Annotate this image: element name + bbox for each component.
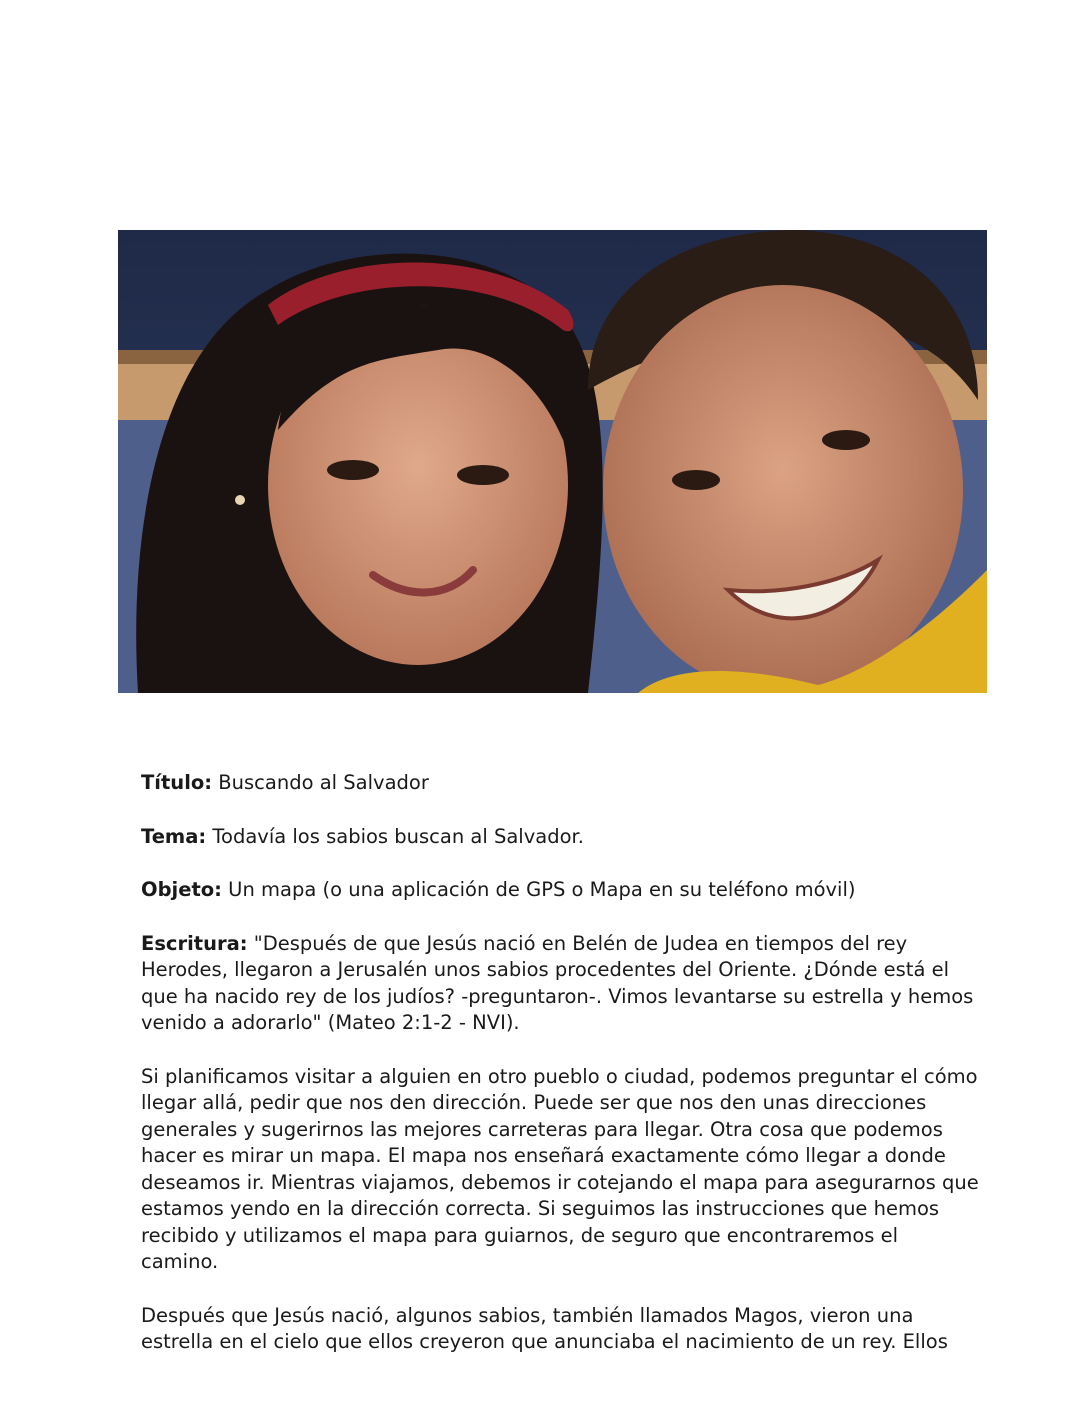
objeto-value: Un mapa (o una aplicación de GPS o Mapa en su teléfono móvil) bbox=[228, 878, 856, 901]
paragraph-line: Después que Jesús nació, algunos sabios, también llamados Magos, vieron una bbox=[141, 1303, 914, 1327]
escritura-field bbox=[141, 931, 981, 1037]
paragraph-line: estamos yendo en la dirección correcta. Si seguimos las instrucciones que hemos bbox=[141, 1197, 940, 1220]
body-paragraph-magos bbox=[141, 1303, 981, 1356]
paragraph-line: deseamos ir. Mientras viajamos, debemos ir cotejando el mapa para asegurarnos que bbox=[141, 1170, 979, 1194]
titulo-field bbox=[141, 770, 981, 797]
escritura-line: Herodes, llegaron a Jerusalén unos sabios procedentes del Oriente. ¿Dónde está el bbox=[141, 958, 950, 981]
two-children-smiling-photo bbox=[118, 230, 987, 693]
escritura-line: "Después de que Jesús nació en Belén de Judea en tiempos del rey bbox=[253, 931, 908, 955]
titulo-value: Buscando al Salvador bbox=[218, 771, 429, 794]
paragraph-line: estrella en el cielo que ellos creyeron que anunciaba el nacimiento de un rey. Ellos bbox=[141, 1330, 948, 1353]
paragraph-line: hacer es mirar un mapa. El mapa nos enseñará exactamente cómo llegar a donde bbox=[141, 1144, 946, 1167]
objeto-label: Objeto: bbox=[141, 878, 222, 901]
titulo-label: Título: bbox=[141, 771, 213, 794]
paragraph-line: llegar allá, pedir que nos den dirección. Puede ser que nos den unas direcciones bbox=[141, 1091, 927, 1114]
body-paragraph-map bbox=[141, 1064, 981, 1276]
paragraph-line: recibido y utilizamos el mapa para guiarnos, de seguro que encontraremos el camino. bbox=[141, 1223, 899, 1273]
tema-label: Tema: bbox=[141, 824, 207, 848]
escritura-line: que ha nacido rey de los judíos? -preguntaron-. Vimos levantarse su estrella y hemos bbox=[141, 984, 974, 1008]
tema-field bbox=[141, 824, 981, 851]
paragraph-line: Si planificamos visitar a alguien en otro pueblo o ciudad, podemos preguntar el cómo bbox=[141, 1064, 978, 1088]
photo-illustration bbox=[118, 230, 987, 693]
tema-value: Todavía los sabios buscan al Salvador. bbox=[212, 824, 584, 848]
paragraph-line: generales y sugerirnos las mejores carreteras para llegar. Otra cosa que podemos bbox=[141, 1117, 943, 1141]
escritura-line: venido a adorarlo" (Mateo 2:1-2 - NVI). bbox=[141, 1011, 520, 1034]
escritura-label: Escritura: bbox=[141, 931, 248, 955]
document-body bbox=[141, 770, 981, 1383]
objeto-field bbox=[141, 877, 981, 904]
